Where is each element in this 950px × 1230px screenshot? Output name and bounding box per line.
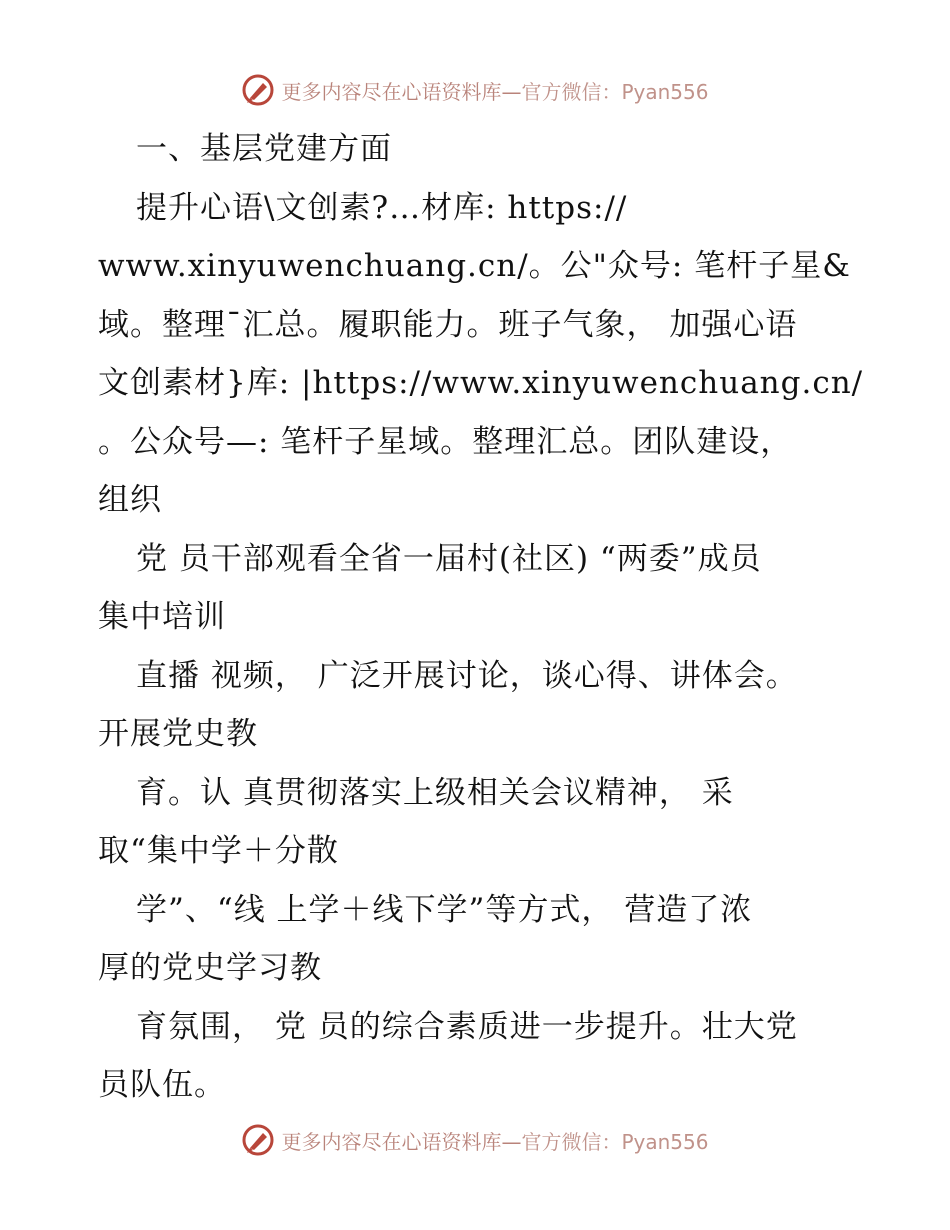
body-line: 组织 bbox=[98, 482, 162, 518]
body-line: 集中培训 bbox=[98, 599, 226, 635]
header-banner bbox=[0, 70, 950, 110]
header-text: 更多内容尽在心语资料库— bbox=[281, 79, 522, 104]
body-line: www.xinyuwenchuang.cn/。公"众号: 笔杆子星& bbox=[98, 248, 851, 284]
body-line: 开展党史教 bbox=[98, 716, 258, 752]
pen-logo-icon bbox=[241, 73, 275, 107]
body-line: 一、基层党建方面 bbox=[136, 131, 392, 167]
footer-suffix: 官方微信：Pyan556 bbox=[521, 1129, 709, 1154]
body-line: 提升心语\文创素?…材库: https:// bbox=[136, 189, 628, 226]
body-line: 文创素材}库: |https://www.xinyuwenchuang.cn/ bbox=[98, 365, 864, 401]
body-line: 员队伍。 bbox=[98, 1067, 226, 1103]
body-line: 域。整理¯汇总。履职能力。班子气象， 加强心语 bbox=[98, 306, 798, 343]
footer-text: 更多内容尽在心语资料库— bbox=[281, 1129, 522, 1154]
body-line: 党 员干部观看全省一届村(社区) “两委”成员 bbox=[136, 540, 762, 577]
body-line: 育氛围， 党 员的综合素质进一步提升。壮大党 bbox=[136, 1008, 798, 1045]
header-suffix: 官方微信：Pyan556 bbox=[521, 79, 709, 104]
body-line: 取“集中学＋分散 bbox=[98, 833, 339, 869]
body-line: 。公众号—: 笔杆子星域。整理汇总。团队建设， bbox=[98, 423, 793, 460]
body-line: 学”、“线 上学＋线下学”等方式， 营造了浓 bbox=[136, 891, 753, 928]
pen-logo-icon bbox=[241, 1123, 275, 1157]
body-line: 厚的党史学习教 bbox=[98, 950, 322, 986]
document-body bbox=[98, 120, 864, 1115]
footer-banner bbox=[0, 1120, 950, 1160]
body-line: 育。认 真贯彻落实上级相关会议精神， 采 bbox=[136, 774, 734, 811]
body-line: 直播 视频， 广泛开展讨论，谈心得、讲体会。 bbox=[136, 657, 798, 694]
